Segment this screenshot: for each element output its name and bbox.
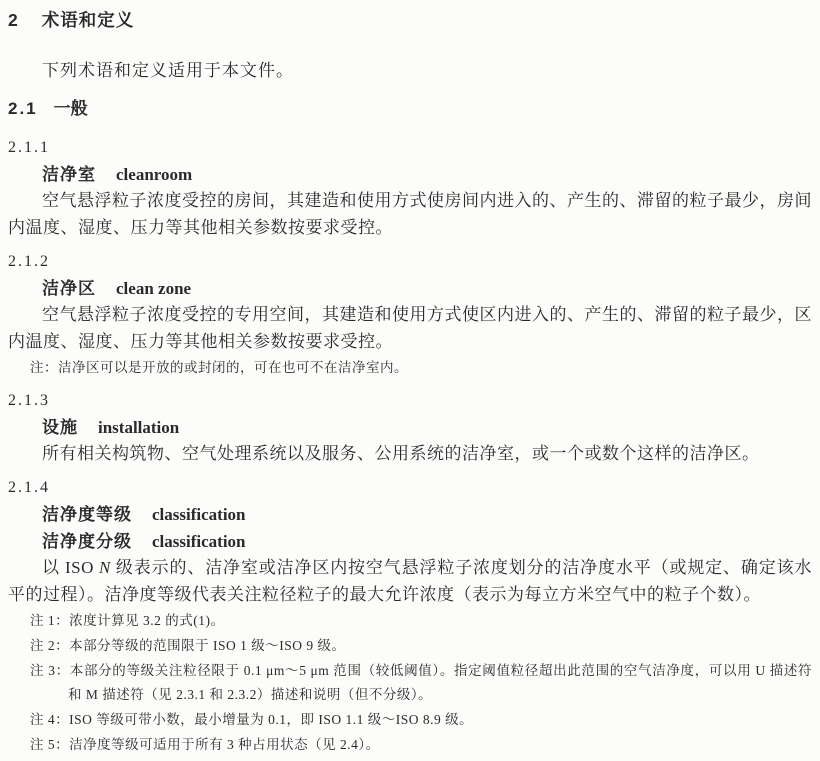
- term-line: [42, 502, 812, 527]
- term-note-3: [30, 659, 812, 707]
- note-text: 洁净度等级可适用于所有 3 种占用状态（见 2.4）。: [69, 737, 380, 752]
- entry-id: 2.1.3: [8, 392, 50, 409]
- term-definition: 所有相关构筑物、空气处理系统以及服务、公用系统的洁净室，或一个或数个这样的洁净区。: [42, 444, 760, 463]
- note-text: 洁净区可以是开放的或封闭的，可在也可不在洁净室内。: [58, 360, 408, 375]
- term-entry-2-1-4: [8, 475, 812, 757]
- term-note-1: [30, 609, 812, 633]
- term-note-4: [30, 708, 812, 732]
- term-entry-2-1-1: [8, 135, 812, 241]
- term-line: [42, 276, 812, 301]
- subsection-title: 一般: [53, 99, 88, 118]
- definition-text-pre: 以 ISO: [42, 558, 99, 577]
- note-label: 注：: [30, 360, 58, 375]
- note-text: 本部分的等级关注粒径限于 0.1 μm～5 μm 范围（较低阈值）。指定阈值粒径超出此范围的空气洁净度，可以用 U 描述符和 M 描述符（见 2.3.1 和 2.3.2）描述和说明（但不分级）。: [68, 663, 813, 702]
- term-chinese: 洁净度分级: [42, 532, 132, 551]
- term-line: [42, 162, 812, 187]
- note-label: 注 2：: [30, 638, 70, 653]
- entry-id: 2.1.4: [8, 479, 50, 496]
- section-number: 2: [8, 10, 20, 30]
- section-title: 术语和定义: [41, 10, 135, 30]
- note-label: 注 5：: [30, 737, 70, 752]
- term-english: classification: [152, 532, 246, 551]
- term-chinese: 洁净度等级: [42, 505, 132, 524]
- iso-class-variable: N: [98, 558, 111, 577]
- term-entry-2-1-2: [8, 249, 812, 380]
- term-chinese: 洁净区: [42, 279, 96, 298]
- term-chinese: 设施: [42, 418, 78, 437]
- note-label: 注 3：: [30, 663, 70, 678]
- subsection-number: 2.1: [8, 99, 38, 118]
- entry-id: 2.1.2: [8, 253, 50, 270]
- subsection-heading: [8, 97, 812, 121]
- term-definition: [8, 554, 812, 608]
- entry-id: 2.1.1: [8, 139, 50, 156]
- intro-paragraph: 下列术语和定义适用于本文件。: [42, 61, 294, 80]
- term-line-alt: [42, 529, 812, 554]
- term-english: cleanroom: [116, 165, 193, 184]
- term-note-2: [30, 634, 812, 658]
- term-definition: 空气悬浮粒子浓度受控的专用空间，其建造和使用方式使区内进入的、产生的、滞留的粒子最少，区内温度、湿度、压力等其他相关参数按要求受控。: [8, 305, 812, 351]
- note-text: 浓度计算见 3.2 的式(1)。: [69, 613, 225, 628]
- term-english: installation: [98, 418, 180, 437]
- term-english: clean zone: [116, 279, 192, 298]
- term-chinese: 洁净室: [42, 165, 96, 184]
- term-english: classification: [152, 505, 246, 524]
- section-heading: [8, 8, 812, 32]
- note-label: 注 1：: [30, 613, 70, 628]
- term-line: [42, 415, 812, 440]
- term-definition: 空气悬浮粒子浓度受控的房间，其建造和使用方式使房间内进入的、产生的、滞留的粒子最少，房间内温度、湿度、压力等其他相关参数按要求受控。: [8, 191, 812, 237]
- term-entry-2-1-3: [8, 388, 812, 467]
- definition-text-post: 级表示的、洁净室或洁净区内按空气悬浮粒子浓度划分的洁净度水平（或规定、确定该水平的过程）。洁净度等级代表关注粒径粒子的最大允许浓度（表示为每立方米空气中的粒子个数）。: [8, 558, 812, 604]
- note-text: ISO 等级可带小数，最小增量为 0.1，即 ISO 1.1 级～ISO 8.9 级。: [69, 712, 474, 727]
- term-note: [30, 356, 812, 380]
- note-label: 注 4：: [30, 712, 70, 727]
- note-text: 本部分等级的范围限于 ISO 1 级～ISO 9 级。: [69, 638, 346, 653]
- term-note-5: [30, 733, 812, 757]
